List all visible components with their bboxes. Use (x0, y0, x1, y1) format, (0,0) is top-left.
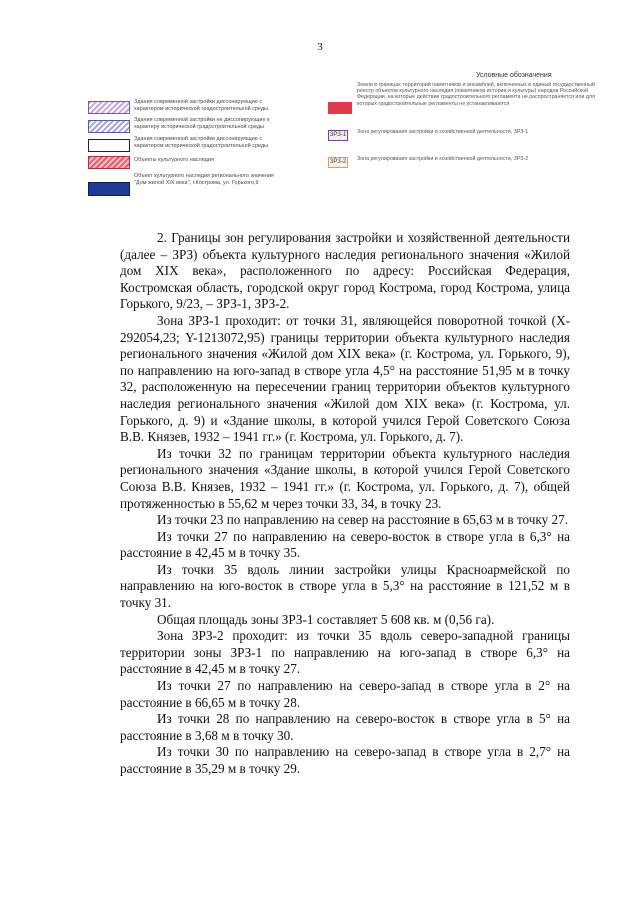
legend-item-label: Здания современной застройки не диссонирующие к характеру исторической градостроительной среды (134, 117, 270, 130)
outline-swatch (88, 139, 130, 152)
paragraph: Из точки 28 по направлению на северо-восток в створе угла в 5° на расстояние в 3,68 м в точку 30. (120, 711, 570, 743)
paragraph: Из точки 23 по направлению на север на расстояние в 65,63 м в точку 27. (157, 512, 569, 528)
red-hatched-swatch (88, 156, 130, 169)
zone-description-zrz2: Зона регулирования застройки и хозяйственной деятельности, ЗРЗ-2 (357, 156, 529, 162)
zone-description-zrz1: Зона регулирования застройки и хозяйственной деятельности, ЗРЗ-1 (357, 129, 529, 135)
zone-badge-zrz1: ЗРЗ-1 (328, 130, 348, 141)
legend-left (88, 99, 288, 209)
body-text (120, 230, 570, 778)
land-description: Земли в границах территорий памятников и ансамблей, включенных в единый государственный реестр объектов культурного наследия (памятников истории и культуры) народов Российской Федерации, на которые действие градостроительного регламента не распространяется или для которых градостроительные регламенты не устанавливаются (357, 82, 595, 107)
legend-item-label: Здания современной застройки диссонирующие с характером исторической градостроительной среды (134, 136, 269, 149)
legend-title: Условные обозначения (476, 72, 552, 79)
paragraph: Из точки 32 по границам территории объекта культурного наследия регионального значения «Здание школы, в которой учился Герой Советского Союза В.В. Князев, 1932 – 1941 гг.» (г. Кострома, ул. Горького, д. 7), общей протяженностью в 55,62 м через точки 33, 34, в точку 23. (120, 445, 570, 511)
legend-item-label: Здания современной застройки диссонирующие с характером исторической градостроительной среды (134, 99, 269, 112)
zone-badge-zrz2: ЗРЗ-2 (328, 157, 348, 168)
paragraph: Общая площадь зоны ЗРЗ-1 составляет 5 608 кв. м (0,56 га). (157, 611, 495, 627)
paragraph: Зона ЗРЗ-1 проходит: от точки 31, являющейся поворотной точкой (X-292054,23; Y-1213072,95) границы территории объекта культурного наследия регионального значения «Жилой дом XIX века» (г. Кострома, ул. Горького, 9), по направлению на юго-запад в створе угла 4,5° на расстояние 51,95 м в точку 32, расположенную на пересечении границ территории объектов культурного наследия регионального значения «Жилой дом XIX века» (г. Кострома, ул. Горького, д. 9) и «Здание школы, в которой учился Герой Советского Союза В.В. Князев, 1932 – 1941 гг.» (г. Кострома, ул. Горького, д. 7). (120, 312, 570, 445)
paragraph: Из точки 27 по направлению на северо-запад в створе угла в 2° на расстояние в 66,65 м в точку 28. (120, 678, 570, 710)
red-land-swatch (328, 102, 352, 114)
paragraph: Из точки 30 по направлению на северо-запад в створе угла в 2,7° на расстояние в 35,29 м в точку 29. (120, 744, 570, 776)
paragraph: Из точки 35 вдоль линии застройки улицы Красноармейской по направлению на юго-восток в створе угла в 5,3° на расстояние в 121,52 м в точку 31. (120, 561, 570, 611)
dark-blue-swatch (88, 182, 130, 196)
legend-item-label: Объекты культурного наследия (134, 157, 214, 163)
hatched-blue-swatch (88, 120, 130, 133)
hatched-violet-swatch (88, 101, 130, 114)
paragraph: 2. Границы зон регулирования застройки и хозяйственной деятельности (далее – ЗРЗ) объекта культурного наследия регионального значения «Жилой дом XIX века», расположенного по адресу: Российская Федерация, Костромская область, городской округ город Кострома, город Кострома, улица Горького, 9/23, – ЗРЗ-1, ЗРЗ-2. (120, 230, 570, 312)
page-number: 3 (317, 41, 323, 53)
paragraph: Зона ЗРЗ-2 проходит: из точки 35 вдоль северо-западной границы территории зоны ЗРЗ-1 по направлению на юго-запад в створе 6,3° на расстояние в 42,45 м в точку 27. (120, 628, 570, 677)
legend-item-label: Объект культурного наследия регионального значения "Дом жилой XIX века", г.Кострома, ул. Горького,9 (134, 173, 274, 186)
paragraph: Из точки 27 по направлению на северо-восток в створе угла в 6,3° на расстояние в 42,45 м в точку 35. (120, 528, 570, 561)
